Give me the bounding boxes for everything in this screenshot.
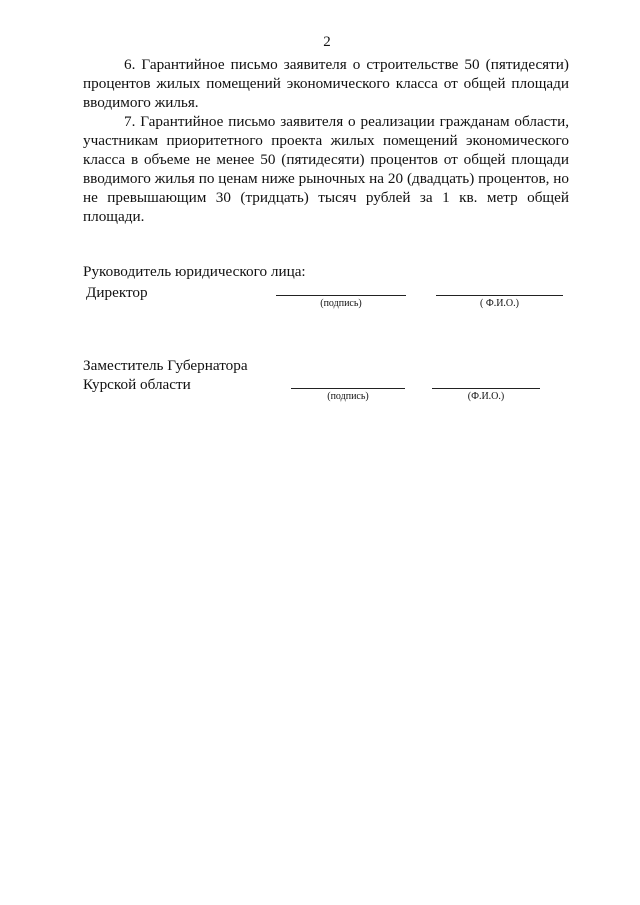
page-number: 2 (323, 34, 331, 50)
governor-name-line (432, 388, 540, 389)
document-body (83, 55, 569, 226)
governor-name-caption: (Ф.И.О.) (467, 391, 505, 402)
company-name-line (436, 295, 563, 296)
governor-region-label: Курской области (83, 376, 191, 393)
company-name-caption: ( Ф.И.О.) (479, 298, 519, 309)
company-signature-caption: (подпись) (320, 298, 362, 309)
governor-role-label: Заместитель Губернатора (83, 357, 248, 374)
company-signature-line (276, 295, 406, 296)
governor-signature-line (291, 388, 405, 389)
paragraph-item-6: 6. Гарантийное письмо заявителя о строительстве 50 (пятидесяти) процентов жилых помещений экономического класса от общей площади вводимого жилья. (83, 56, 569, 111)
company-position-label: Директор (86, 284, 148, 301)
governor-signature-caption: (подпись) (327, 391, 369, 402)
company-role-label: Руководитель юридического лица: (83, 263, 306, 280)
paragraph-item-7: 7. Гарантийное письмо заявителя о реализации гражданам области, участникам приоритетного проекта жилых помещений экономического класса в объеме не менее 50 (пятидесяти) процентов от общей площади вводимого жилья по ценам ниже рыночных на 20 (двадцать) процентов, но не превышающим 30 (тридцать) тысяч рублей за 1 кв. метр общей площади. (83, 113, 569, 225)
